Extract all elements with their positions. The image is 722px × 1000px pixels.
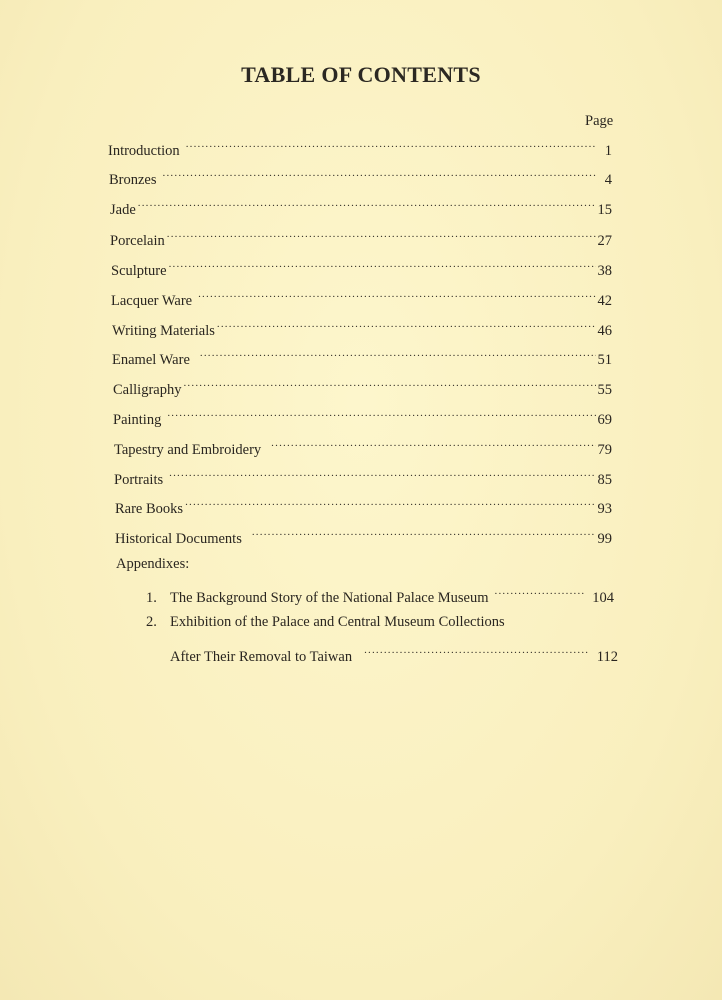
- toc-entry-label: Tapestry and Embroidery: [114, 442, 262, 458]
- toc-entry-label: Sculpture: [111, 263, 167, 279]
- appendixes-heading: Appendixes:: [116, 556, 190, 572]
- appendix-item-number: 2.: [146, 614, 157, 630]
- toc-entry-rare-books: [115, 495, 612, 518]
- toc-entry-writing-materials: [112, 317, 612, 340]
- dot-leader: [495, 584, 585, 602]
- toc-entry-jade: [110, 196, 612, 219]
- appendix-item-page: 104: [592, 590, 614, 606]
- appendix-item-1: [146, 584, 614, 607]
- toc-entry-page: 85: [597, 472, 612, 488]
- page-column-header: Page: [585, 113, 614, 129]
- toc-entry-label: Introduction: [108, 143, 180, 159]
- dot-leader: [200, 346, 596, 364]
- toc-entry-label: Enamel Ware: [112, 352, 190, 368]
- appendix-item-number: 1.: [146, 590, 157, 606]
- dot-leader: [252, 525, 596, 543]
- toc-entry-label: Writing Materials: [112, 323, 215, 339]
- dot-leader: [185, 495, 595, 513]
- page-title: TABLE OF CONTENTS: [241, 62, 481, 87]
- toc-entry-page: 99: [597, 531, 612, 547]
- dot-leader: [183, 376, 595, 394]
- appendix-item-continuation: After Their Removal to Taiwan: [170, 649, 353, 665]
- dot-leader: [163, 166, 596, 184]
- toc-entry-page: 1: [604, 143, 612, 159]
- dot-leader: [186, 137, 596, 155]
- dot-leader: [169, 257, 596, 275]
- toc-entry-page: 27: [597, 233, 612, 249]
- toc-entry-introduction: [108, 137, 612, 160]
- toc-entry-label: Lacquer Ware: [111, 293, 193, 309]
- toc-entry-page: 15: [597, 202, 612, 218]
- dot-leader: [167, 227, 596, 245]
- dot-leader: [198, 287, 595, 305]
- toc-entry-historical-documents: [115, 525, 612, 548]
- toc-entry-page: 46: [597, 323, 612, 339]
- toc-entry-label: Historical Documents: [115, 531, 242, 547]
- toc-entry-bronzes: [109, 166, 612, 189]
- toc-entry-porcelain: [110, 227, 612, 250]
- appendix-item-2: [146, 613, 505, 631]
- toc-entry-page: 4: [604, 172, 612, 188]
- toc-entry-label: Rare Books: [115, 501, 184, 517]
- toc-entry-page: 42: [597, 293, 612, 309]
- toc-entry-page: 51: [597, 352, 612, 368]
- toc-entry-page: 79: [597, 442, 612, 458]
- toc-entry-sculpture: [111, 257, 612, 280]
- toc-entry-page: 55: [597, 382, 612, 398]
- toc-entry-tapestry-and-embroidery: [114, 436, 612, 459]
- toc-entry-calligraphy: [113, 376, 612, 399]
- toc-entry-label: Calligraphy: [113, 382, 182, 398]
- dot-leader: [138, 196, 596, 214]
- appendix-item-page: 112: [596, 649, 618, 665]
- toc-entry-page: 93: [597, 501, 612, 517]
- toc-entry-painting: [113, 406, 612, 429]
- dot-leader: [217, 317, 596, 335]
- toc-entry-label: Jade: [110, 202, 136, 218]
- toc-entry-page: 69: [597, 412, 612, 428]
- dot-leader: [167, 406, 595, 424]
- dot-leader: [364, 643, 589, 661]
- dot-leader: [271, 436, 595, 454]
- appendix-item-title: Exhibition of the Palace and Central Museum Collections: [170, 614, 505, 630]
- toc-entry-lacquer-ware: [111, 287, 612, 310]
- appendix-item-title: The Background Story of the National Palace Museum: [170, 590, 489, 606]
- toc-entry-label: Bronzes: [109, 172, 157, 188]
- appendix-item-2-continuation: [170, 643, 618, 666]
- toc-entry-label: Painting: [113, 412, 162, 428]
- toc-entry-portraits: [114, 466, 612, 489]
- toc-entry-enamel-ware: [112, 346, 612, 369]
- appendix-item-label: [146, 589, 495, 607]
- dot-leader: [169, 466, 595, 484]
- toc-entry-label: Porcelain: [110, 233, 165, 249]
- toc-entry-page: 38: [597, 263, 612, 279]
- toc-entry-label: Portraits: [114, 472, 164, 488]
